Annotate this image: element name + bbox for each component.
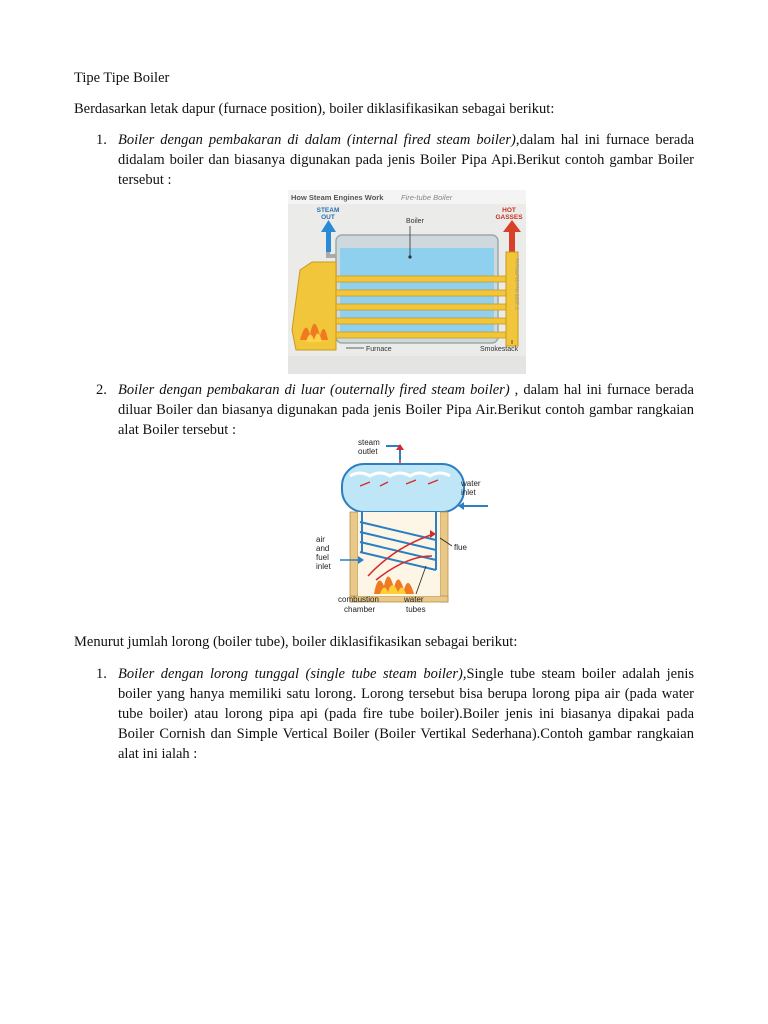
water-inlet-label-2: inlet — [461, 488, 476, 497]
air-fuel-label-3: fuel — [316, 553, 329, 562]
page-title: Tipe Tipe Boiler — [74, 70, 170, 86]
water-tubes-label-2: tubes — [406, 605, 426, 614]
air-fuel-label-1: air — [316, 535, 325, 544]
steam-out-label-2: OUT — [321, 214, 335, 221]
list-lead: Boiler dengan pembakaran di luar (outernally fired steam boiler) — [118, 382, 510, 398]
list-lead: Boiler dengan lorong tunggal (single tube steam boiler), — [118, 666, 467, 682]
list-text — [118, 380, 694, 440]
combustion-label-1: combustion — [338, 595, 379, 604]
fire-tube-boiler-diagram — [288, 190, 526, 374]
combustion-label-2: chamber — [344, 605, 376, 614]
list-item — [96, 130, 694, 190]
water-tube-boiler-figure — [316, 436, 492, 616]
flue-label: flue — [454, 543, 467, 552]
water-tube-boiler-diagram — [316, 436, 492, 616]
list-lead: Boiler dengan pembakaran di dalam (internal fired steam boiler) — [118, 132, 516, 148]
water-tubes-label-1: water — [404, 595, 424, 604]
list-rest: , dalam hal ini furnace berada diluar Boiler dan biasanya digunakan pada jenis Boiler Pipa Air.Berikut contoh gambar rangkaian alat Boiler tersebut : — [118, 382, 694, 438]
furnace-label: Furnace — [366, 346, 392, 353]
steam-outlet-label-1: steam — [358, 438, 380, 447]
list-number: 1. — [96, 666, 107, 682]
steam-outlet-label-2: outlet — [358, 447, 378, 456]
list-rest: Single tube steam boiler adalah jenis boiler yang hanya memiliki satu lorong. Lorong tersebut bisa berupa lorong pipa air (pada water tube boiler) atau lorong pipa api (pada fire tube boiler).Boiler jenis ini biasanya dipakai pada Boiler Cornish dan Simple Vertical Boiler (Boiler Vertikal Sederhana).Contoh gambar rangkaian alat ini ialah : — [118, 666, 695, 762]
intro-paragraph-2: Menurut jumlah lorong (boiler tube), boiler diklasifikasikan sebagai berikut: — [74, 634, 518, 650]
smokestack-label: Smokestack — [480, 346, 519, 353]
boiler-label: Boiler — [406, 218, 424, 225]
intro-paragraph-1: Berdasarkan letak dapur (furnace position), boiler diklasifikasikan sebagai berikut: — [74, 101, 555, 117]
fire-tube-boiler-figure — [288, 190, 526, 374]
steam-out-label-1: STEAM — [316, 207, 340, 214]
list-number: 1. — [96, 132, 107, 148]
figure-credit: © 2008 HowStuffWorks — [515, 258, 521, 310]
list-number: 2. — [96, 382, 107, 398]
water-inlet-label-1: water — [461, 479, 481, 488]
hot-gasses-label-2: GASSES — [495, 214, 523, 221]
list-rest: ,dalam hal ini furnace berada didalam boiler dan biasanya digunakan pada jenis Boiler Pipa Api.Berikut contoh gambar Boiler tersebut : — [118, 132, 694, 188]
list-item — [96, 380, 694, 440]
list-text — [118, 130, 694, 190]
figure-header-sub: Fire-tube Boiler — [401, 193, 453, 202]
figure-header: How Steam Engines Work — [291, 193, 384, 202]
hot-gasses-label-1: HOT — [502, 207, 516, 214]
list-text — [118, 664, 694, 764]
air-fuel-label-4: inlet — [316, 562, 331, 571]
list-item — [96, 664, 694, 764]
air-fuel-label-2: and — [316, 544, 330, 553]
